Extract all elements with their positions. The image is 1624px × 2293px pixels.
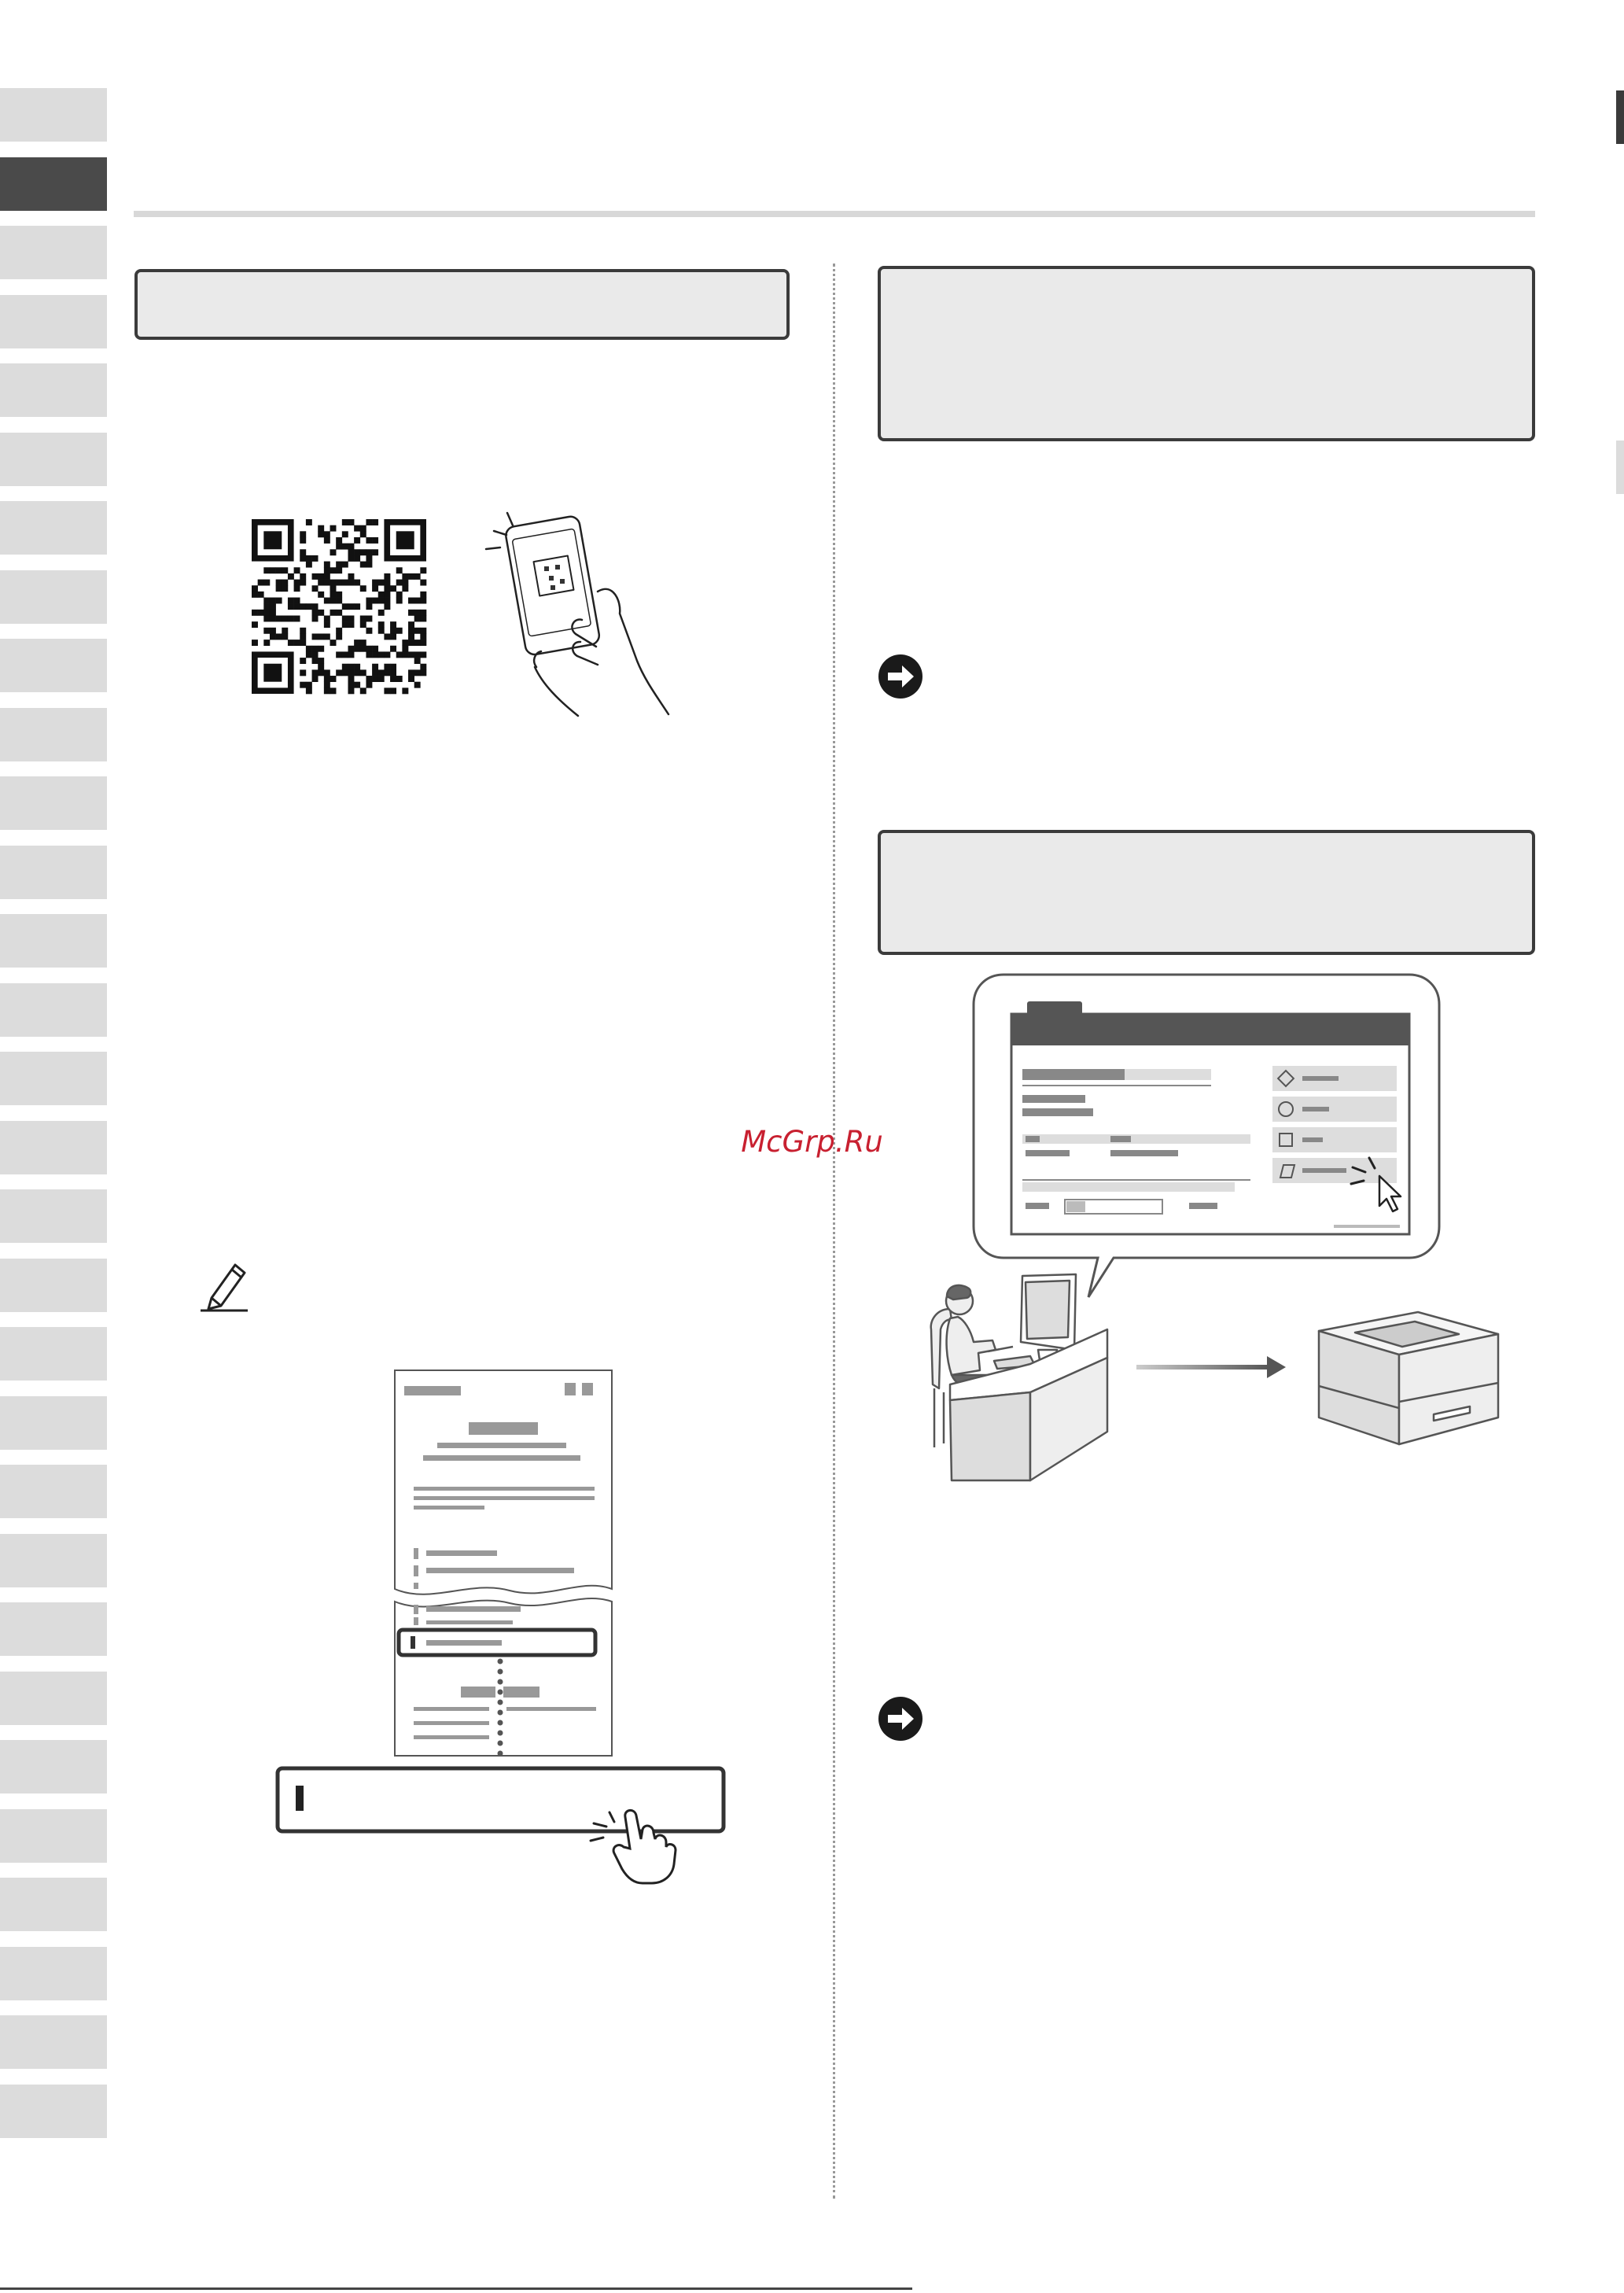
chapter-tab[interactable] — [0, 363, 107, 417]
chapter-tab[interactable] — [0, 639, 107, 692]
chapter-tab[interactable] — [0, 88, 107, 142]
header-rule — [134, 211, 1535, 217]
chapter-tab[interactable] — [0, 1259, 107, 1312]
watermark-text: McGrp.Ru — [741, 1125, 883, 1159]
chapter-tab[interactable] — [0, 1052, 107, 1105]
right-section-heading-box-1 — [878, 266, 1535, 441]
chapter-tab[interactable] — [0, 1740, 107, 1793]
chapter-tab[interactable] — [0, 1465, 107, 1518]
smartphone-scan-icon — [480, 503, 676, 716]
pencil-note-icon — [201, 1257, 256, 1312]
chapter-tab[interactable] — [0, 1809, 107, 1863]
transfer-arrow-icon — [1136, 1351, 1291, 1383]
chapter-tab[interactable] — [0, 776, 107, 830]
chapter-tab[interactable] — [0, 983, 107, 1037]
chapter-tab[interactable] — [0, 2015, 107, 2069]
left-section-heading-box — [134, 269, 790, 340]
circle-arrow-right-icon[interactable] — [877, 653, 924, 700]
chapter-tab[interactable] — [0, 1327, 107, 1381]
chapter-tab[interactable] — [0, 295, 107, 348]
chapter-tab[interactable] — [0, 708, 107, 761]
circle-arrow-right-icon[interactable] — [877, 1695, 924, 1742]
column-divider — [833, 264, 835, 2199]
chapter-tab[interactable] — [0, 2085, 107, 2138]
chapter-tab[interactable] — [0, 1396, 107, 1450]
right-section-heading-box-2 — [878, 830, 1535, 955]
printer-icon — [1317, 1307, 1503, 1446]
chapter-tab[interactable] — [0, 433, 107, 486]
chapter-tab[interactable] — [0, 501, 107, 555]
chapter-tab[interactable] — [0, 1602, 107, 1656]
bottom-rule — [0, 2287, 912, 2290]
chapter-tab[interactable] — [0, 226, 107, 279]
chapter-tab[interactable] — [0, 914, 107, 968]
chapter-tab[interactable] — [0, 1878, 107, 1931]
user-at-computer-icon — [912, 1274, 1117, 1487]
chapter-tab[interactable] — [0, 1947, 107, 2000]
qr-code-icon[interactable] — [252, 519, 426, 694]
chapter-tab[interactable] — [0, 1534, 107, 1587]
chapter-tab[interactable] — [0, 157, 107, 211]
chapter-tab[interactable] — [0, 1672, 107, 1725]
chapter-tab[interactable] — [0, 570, 107, 624]
chapter-tab[interactable] — [0, 846, 107, 899]
right-edge-marker-2 — [1616, 441, 1624, 494]
report-page-illustration — [274, 1369, 730, 1841]
right-edge-marker — [1616, 90, 1624, 144]
click-cursor-icon — [586, 1801, 680, 1888]
chapter-tab[interactable] — [0, 1189, 107, 1243]
